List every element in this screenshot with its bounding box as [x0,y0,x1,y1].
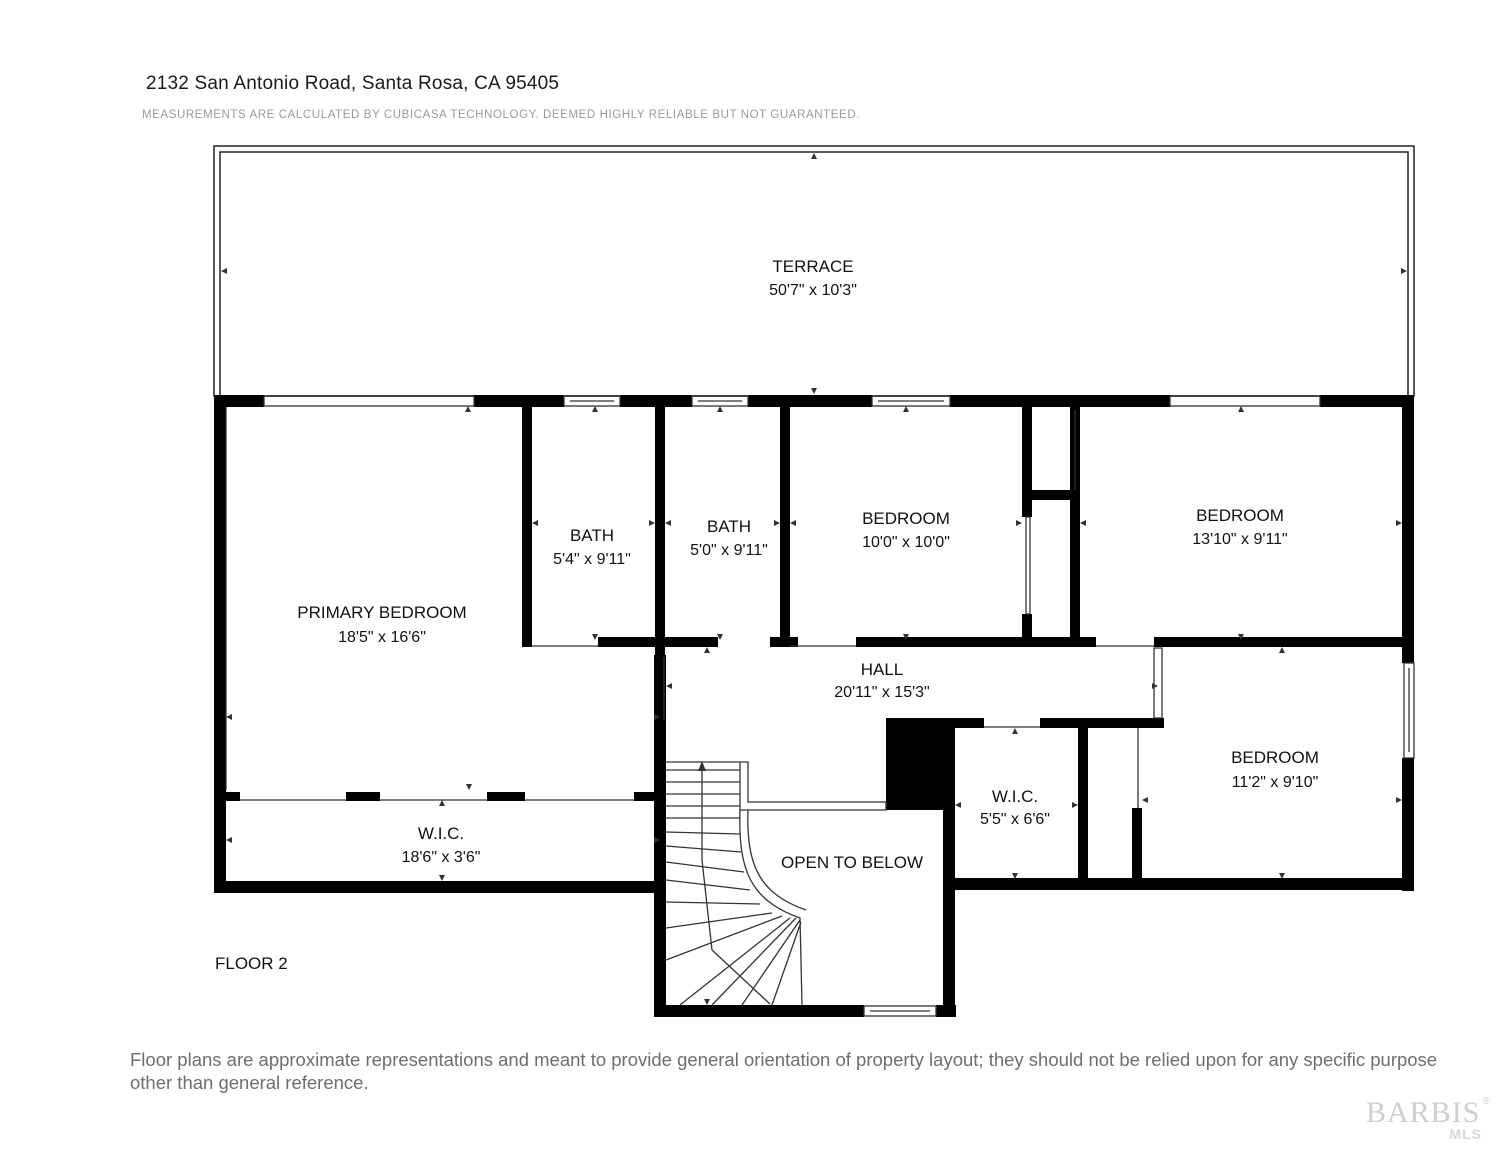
measurement-note: MEASUREMENTS ARE CALCULATED BY CUBICASA TECHNOLOGY. DEEMED HIGHLY RELIABLE BUT NOT GUARANTEED. [142,109,861,121]
bedroom3-dims: 11'2" x 9'10" [1231,774,1319,791]
floor-label: FLOOR 2 [215,954,288,973]
terrace-dims: 50'7" x 10'3" [769,282,857,299]
property-address: 2132 San Antonio Road, Santa Rosa, CA 95405 [146,73,560,94]
bedroom1-name: BEDROOM [862,509,950,528]
bath2-dims: 5'0" x 9'11" [690,542,768,559]
mls-logo [1362,1096,1490,1150]
primary-bedroom-name: PRIMARY BEDROOM [297,603,467,622]
bedroom3-name: BEDROOM [1231,748,1319,767]
hall-name: HALL [860,660,904,679]
logo-text-top: BARBIS [1366,1096,1481,1129]
bath1-name: BATH [569,526,615,545]
bath1-dims: 5'4" x 9'11" [553,551,631,568]
walls [214,395,1414,1017]
wic2-name: W.I.C. [991,787,1039,806]
terrace-name: TERRACE [772,257,854,276]
staircase [666,762,886,1005]
disclaimer: Floor plans are approximate representations and meant to provide general orientation of property layout; they should not be relied upon for any specific purpose other than general reference. [130,1049,1438,1093]
bath2-name: BATH [706,517,752,536]
bedroom1-dims: 10'0" x 10'0" [862,534,950,551]
open-to-below-name: OPEN TO BELOW [780,853,924,872]
primary-bedroom-dims: 18'5" x 16'6" [338,629,426,646]
registered-mark-icon: ® [1482,1096,1490,1107]
wic1-name: W.I.C. [417,824,465,843]
logo-text-bottom: MLS [1449,1126,1482,1142]
hall-dims: 20'11" x 15'3" [834,684,930,701]
dimension-ticks [221,153,1407,1005]
bedroom2-name: BEDROOM [1196,506,1284,525]
bedroom2-dims: 13'10" x 9'11" [1192,531,1288,548]
wic2-dims: 5'5" x 6'6" [980,811,1050,828]
wic1-dims: 18'6" x 3'6" [401,849,481,866]
thin-lines [226,396,1414,1016]
